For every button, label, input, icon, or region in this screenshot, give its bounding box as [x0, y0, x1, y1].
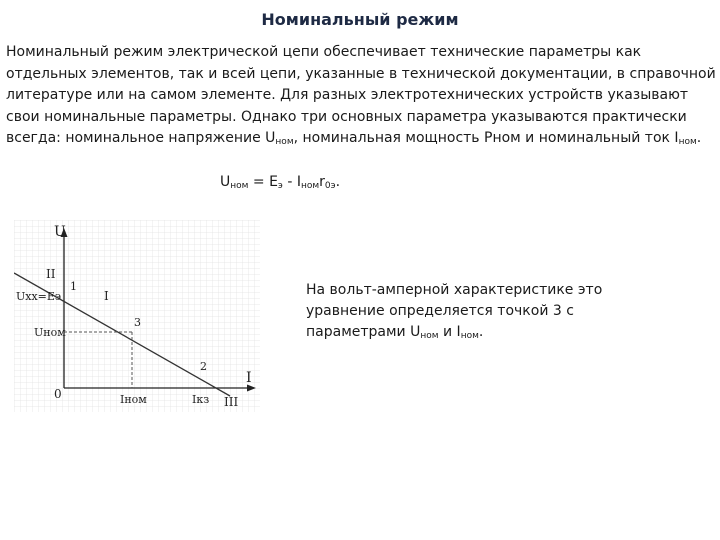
volt-ampere-figure	[14, 220, 260, 412]
u-nom-label: Uном	[34, 326, 66, 339]
volt-ampere-diagram	[14, 220, 260, 412]
label-iii: III	[224, 395, 239, 409]
i-kz-label: Iкз	[192, 393, 210, 406]
formula-u: U	[220, 174, 231, 190]
formula-e-sub: э	[277, 181, 283, 191]
formula-minus: - I	[282, 174, 301, 190]
point-1-label: 1	[70, 280, 77, 293]
para-sub-2: ном	[678, 137, 697, 147]
label-i: I	[104, 289, 109, 303]
label-ii: II	[46, 267, 56, 281]
figure-caption	[306, 280, 616, 347]
formula	[220, 174, 340, 191]
axis-y-label: U	[54, 224, 66, 240]
formula-u-sub: ном	[230, 181, 249, 191]
i-nom-label: Iном	[120, 393, 147, 406]
caption-text-2: и I	[438, 324, 461, 340]
formula-r-sub: 0э	[324, 181, 336, 191]
formula-end: .	[335, 174, 341, 190]
para-text-1: Номинальный режим электрической цепи обеспечивает технические параметры как отдельных элементов, так и всей цепи, указанные в технической документации, в справочной литературе или на самом элементе. Для разных электротехнических устройств указывают свои номинальные параметры. Однако три основных параметра указываются практически всегда: номинальное напряжение U	[6, 44, 716, 146]
slide-title: Номинальный режим	[261, 10, 459, 29]
body-paragraph	[6, 42, 718, 154]
formula-eq: = E	[248, 174, 278, 190]
para-text-3: .	[696, 130, 702, 146]
caption-sub-2: ном	[460, 331, 479, 341]
caption-text-1: На вольт-амперной характеристике это уравнение определяется точкой 3 с параметрами U	[306, 282, 603, 340]
u-xx-label: Uхх=Eэ	[16, 290, 62, 303]
formula-i-sub: ном	[300, 181, 320, 191]
formula-r: r	[319, 174, 325, 190]
origin-label: 0	[54, 387, 62, 401]
point-3-label: 3	[134, 316, 141, 329]
caption-sub-1: ном	[420, 331, 439, 341]
point-2-label: 2	[200, 360, 207, 373]
axis-x-label: I	[246, 370, 252, 386]
caption-text-3: .	[478, 324, 484, 340]
para-text-2: , номинальная мощность Pном и номинальный ток I	[293, 130, 679, 146]
para-sub-1: ном	[275, 137, 294, 147]
